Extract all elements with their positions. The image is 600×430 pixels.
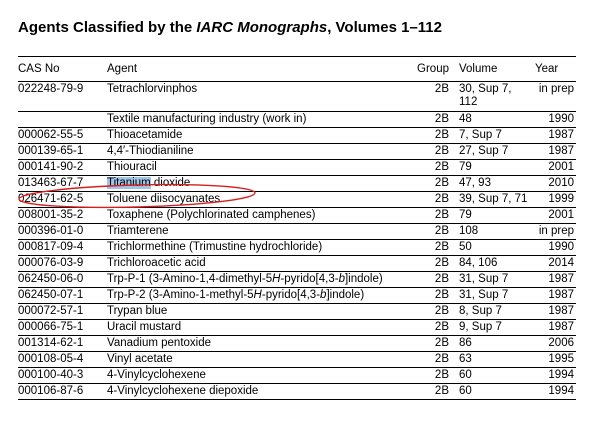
header-group: Group [417, 63, 449, 75]
year-value: 1994 [548, 369, 574, 381]
year-value: 1987 [548, 305, 574, 317]
agent-text-part: Thiouracil [107, 161, 157, 173]
year-value: 2001 [548, 209, 574, 221]
agent-text-part: Trypan blue [107, 305, 168, 317]
volume-value [459, 305, 502, 318]
group-value: 2B [434, 209, 449, 221]
agent-text-part: Thioacetamide [107, 129, 183, 141]
table-body [18, 82, 576, 400]
agents-table [18, 56, 576, 400]
cas-number: 000141-90-2 [18, 161, 84, 173]
agent-name [107, 225, 169, 238]
group-value: 2B [434, 337, 449, 349]
table-row [18, 112, 576, 128]
group-value: 2B [434, 241, 449, 253]
volume-value [459, 353, 472, 366]
volume-value [459, 145, 508, 158]
volume-line: 31, Sup 7 [459, 289, 509, 301]
table-row [18, 192, 576, 208]
group-value: 2B [434, 193, 449, 205]
cas-number: 013463-67-7 [18, 177, 84, 189]
cas-number: 062450-06-0 [18, 273, 84, 285]
agent-name [107, 145, 194, 158]
cas-number: 001314-62-1 [18, 337, 84, 349]
year-value: 1987 [548, 321, 574, 333]
group-value: 2B [434, 225, 449, 237]
cas-number: 000100-40-3 [18, 369, 84, 381]
agent-text-part: ]indole) [344, 273, 383, 285]
agent-text-part: Trichloroacetic acid [107, 257, 206, 269]
group-value: 2B [434, 257, 449, 269]
header-agent: Agent [107, 63, 138, 75]
agent-name [107, 369, 206, 382]
cas-number: 000108-05-4 [18, 353, 84, 365]
year-value: 1987 [548, 145, 574, 157]
volume-value [459, 369, 472, 382]
year-value: 1995 [548, 353, 574, 365]
group-value: 2B [434, 177, 449, 189]
cas-number: 000076-03-9 [18, 257, 84, 269]
table-row [18, 160, 576, 176]
table-row [18, 384, 576, 400]
year-value: 1999 [548, 193, 574, 205]
volume-line: 79 [459, 161, 472, 173]
volume-line: 8, Sup 7 [459, 305, 502, 317]
volume-value [459, 321, 502, 334]
table-row [18, 240, 576, 256]
group-value: 2B [434, 321, 449, 333]
agent-text-part: Trichlormethine (Trimustine hydrochloride) [107, 241, 323, 253]
cas-number: 022248-79-9 [18, 83, 84, 95]
agent-text-part: -pyrido[4,3- [261, 289, 321, 301]
group-value: 2B [434, 113, 449, 125]
agent-text-part: Triamterene [107, 225, 169, 237]
year-value: 2010 [548, 177, 574, 189]
volume-line: 39, Sup 7, 71 [459, 193, 528, 205]
volume-line: 31, Sup 7 [459, 273, 509, 285]
table-row [18, 320, 576, 336]
header-year: Year [535, 63, 559, 75]
cas-number: 000817-09-4 [18, 241, 84, 253]
table-header [18, 56, 576, 82]
agent-name [107, 241, 322, 254]
agent-text-part: Vanadium pentoxide [107, 337, 211, 349]
group-value: 2B [434, 305, 449, 317]
agent-text-part: 4-Vinylcyclohexene [107, 369, 206, 381]
agent-text-part: Vinyl acetate [107, 353, 173, 365]
volume-line: 84, 106 [459, 257, 498, 269]
table-row [18, 82, 576, 112]
group-value: 2B [434, 369, 449, 381]
volume-value [459, 241, 472, 254]
group-value: 2B [434, 161, 449, 173]
volume-value [459, 225, 478, 238]
cas-number: 000106-87-6 [18, 385, 84, 397]
volume-line: 112 [459, 96, 478, 108]
volume-line: 27, Sup 7 [459, 145, 509, 157]
agent-name [107, 129, 182, 142]
cas-number: 000062-55-5 [18, 129, 84, 141]
agent-text-part: dioxide [150, 177, 191, 189]
agent-text-part: ]indole) [326, 289, 365, 301]
year-value: 1987 [548, 129, 574, 141]
cas-number: 000072-57-1 [18, 305, 84, 317]
table-row [18, 336, 576, 352]
group-value: 2B [434, 145, 449, 157]
agent-italic-part: b [338, 273, 345, 285]
group-value: 2B [434, 83, 449, 95]
volume-value [459, 113, 472, 126]
agent-text-part: 4-Vinylcyclohexene diepoxide [107, 385, 259, 397]
table-row [18, 288, 576, 304]
cas-number: 008001-35-2 [18, 209, 84, 221]
cas-number: 000139-65-1 [18, 145, 84, 157]
volume-value [459, 385, 472, 398]
agent-italic-part: H [272, 273, 281, 285]
agent-name [107, 337, 211, 350]
table-row [18, 128, 576, 144]
table-row [18, 224, 576, 240]
page-title: Agents Classified by the IARC Monographs, Volumes 1–112 [18, 19, 442, 36]
agent-name [107, 177, 190, 190]
volume-value [459, 209, 472, 222]
year-value: 1990 [548, 241, 574, 253]
year-value: 2006 [548, 337, 574, 349]
table-row [18, 144, 576, 160]
agent-name [107, 193, 220, 206]
volume-line: 50 [459, 241, 472, 253]
agent-text-part: -pyrido[4,3- [280, 273, 339, 285]
agent-name [107, 289, 364, 302]
cas-number: 062450-07-1 [18, 289, 84, 301]
volume-value [459, 161, 472, 174]
agent-text-part: Uracil mustard [107, 321, 182, 333]
agent-name [107, 83, 197, 96]
year-value: 1994 [548, 385, 574, 397]
volume-value [459, 177, 491, 190]
group-value: 2B [434, 385, 449, 397]
volume-line: 9, Sup 7 [459, 321, 502, 333]
highlighted-text: Titanium [107, 177, 151, 189]
agent-name [107, 353, 173, 366]
agent-text-part: 4,4′-Thiodianiline [107, 145, 194, 157]
agent-name [107, 257, 206, 270]
volume-line: 47, 93 [459, 177, 491, 189]
table-row [18, 208, 576, 224]
volume-line: 7, Sup 7 [459, 129, 502, 141]
volume-line: 30, Sup 7, [459, 83, 512, 95]
group-value: 2B [434, 273, 449, 285]
year-value: 2001 [548, 161, 574, 173]
agent-name [107, 385, 258, 398]
agent-name [107, 321, 181, 334]
volume-value [459, 289, 508, 302]
cas-number: 000066-75-1 [18, 321, 84, 333]
volume-line: 60 [459, 369, 472, 381]
cas-number: 000396-01-0 [18, 225, 84, 237]
agent-name [107, 305, 167, 318]
table-row [18, 304, 576, 320]
agent-name [107, 113, 306, 126]
group-value: 2B [434, 353, 449, 365]
table-row [18, 256, 576, 272]
agent-text-part: Tetrachlorvinphos [107, 83, 198, 95]
group-value: 2B [434, 129, 449, 141]
table-row [18, 176, 576, 192]
year-value: 1987 [548, 289, 574, 301]
header-cas: CAS No [18, 63, 60, 75]
table-row [18, 352, 576, 368]
year-value: in prep [538, 83, 574, 95]
year-value: 1987 [548, 273, 574, 285]
volume-value [459, 129, 502, 142]
header-volume: Volume [459, 63, 498, 75]
volume-line: 60 [459, 385, 472, 397]
agent-name [107, 161, 157, 174]
volume-line: 63 [459, 353, 472, 365]
year-value: in prep [538, 225, 574, 237]
agent-italic-part: b [320, 289, 327, 301]
group-value: 2B [434, 289, 449, 301]
volume-value [459, 193, 527, 206]
table-row [18, 368, 576, 384]
agent-text-part: Trp-P-1 (3-Amino-1,4-dimethyl-5 [107, 273, 273, 285]
agent-name [107, 209, 315, 222]
agent-name [107, 273, 383, 286]
volume-value [459, 273, 508, 286]
table-row [18, 272, 576, 288]
volume-line: 108 [459, 225, 479, 237]
agent-text-part: Toluene diisocyanates [107, 193, 221, 205]
year-value: 2014 [548, 257, 574, 269]
volume-line: 48 [459, 113, 472, 125]
cas-number: 026471-62-5 [18, 193, 84, 205]
year-value: 1990 [548, 113, 574, 125]
volume-line: 86 [459, 337, 472, 349]
agent-text-part: Trp-P-2 (3-Amino-1-methyl-5 [107, 289, 254, 301]
volume-line: 79 [459, 209, 472, 221]
volume-value [459, 83, 511, 109]
agent-italic-part: H [253, 289, 262, 301]
agent-text-part: Textile manufacturing industry (work in) [107, 113, 307, 125]
volume-value [459, 337, 472, 350]
volume-value [459, 257, 497, 270]
agent-text-part: Toxaphene (Polychlorinated camphenes) [107, 209, 316, 221]
